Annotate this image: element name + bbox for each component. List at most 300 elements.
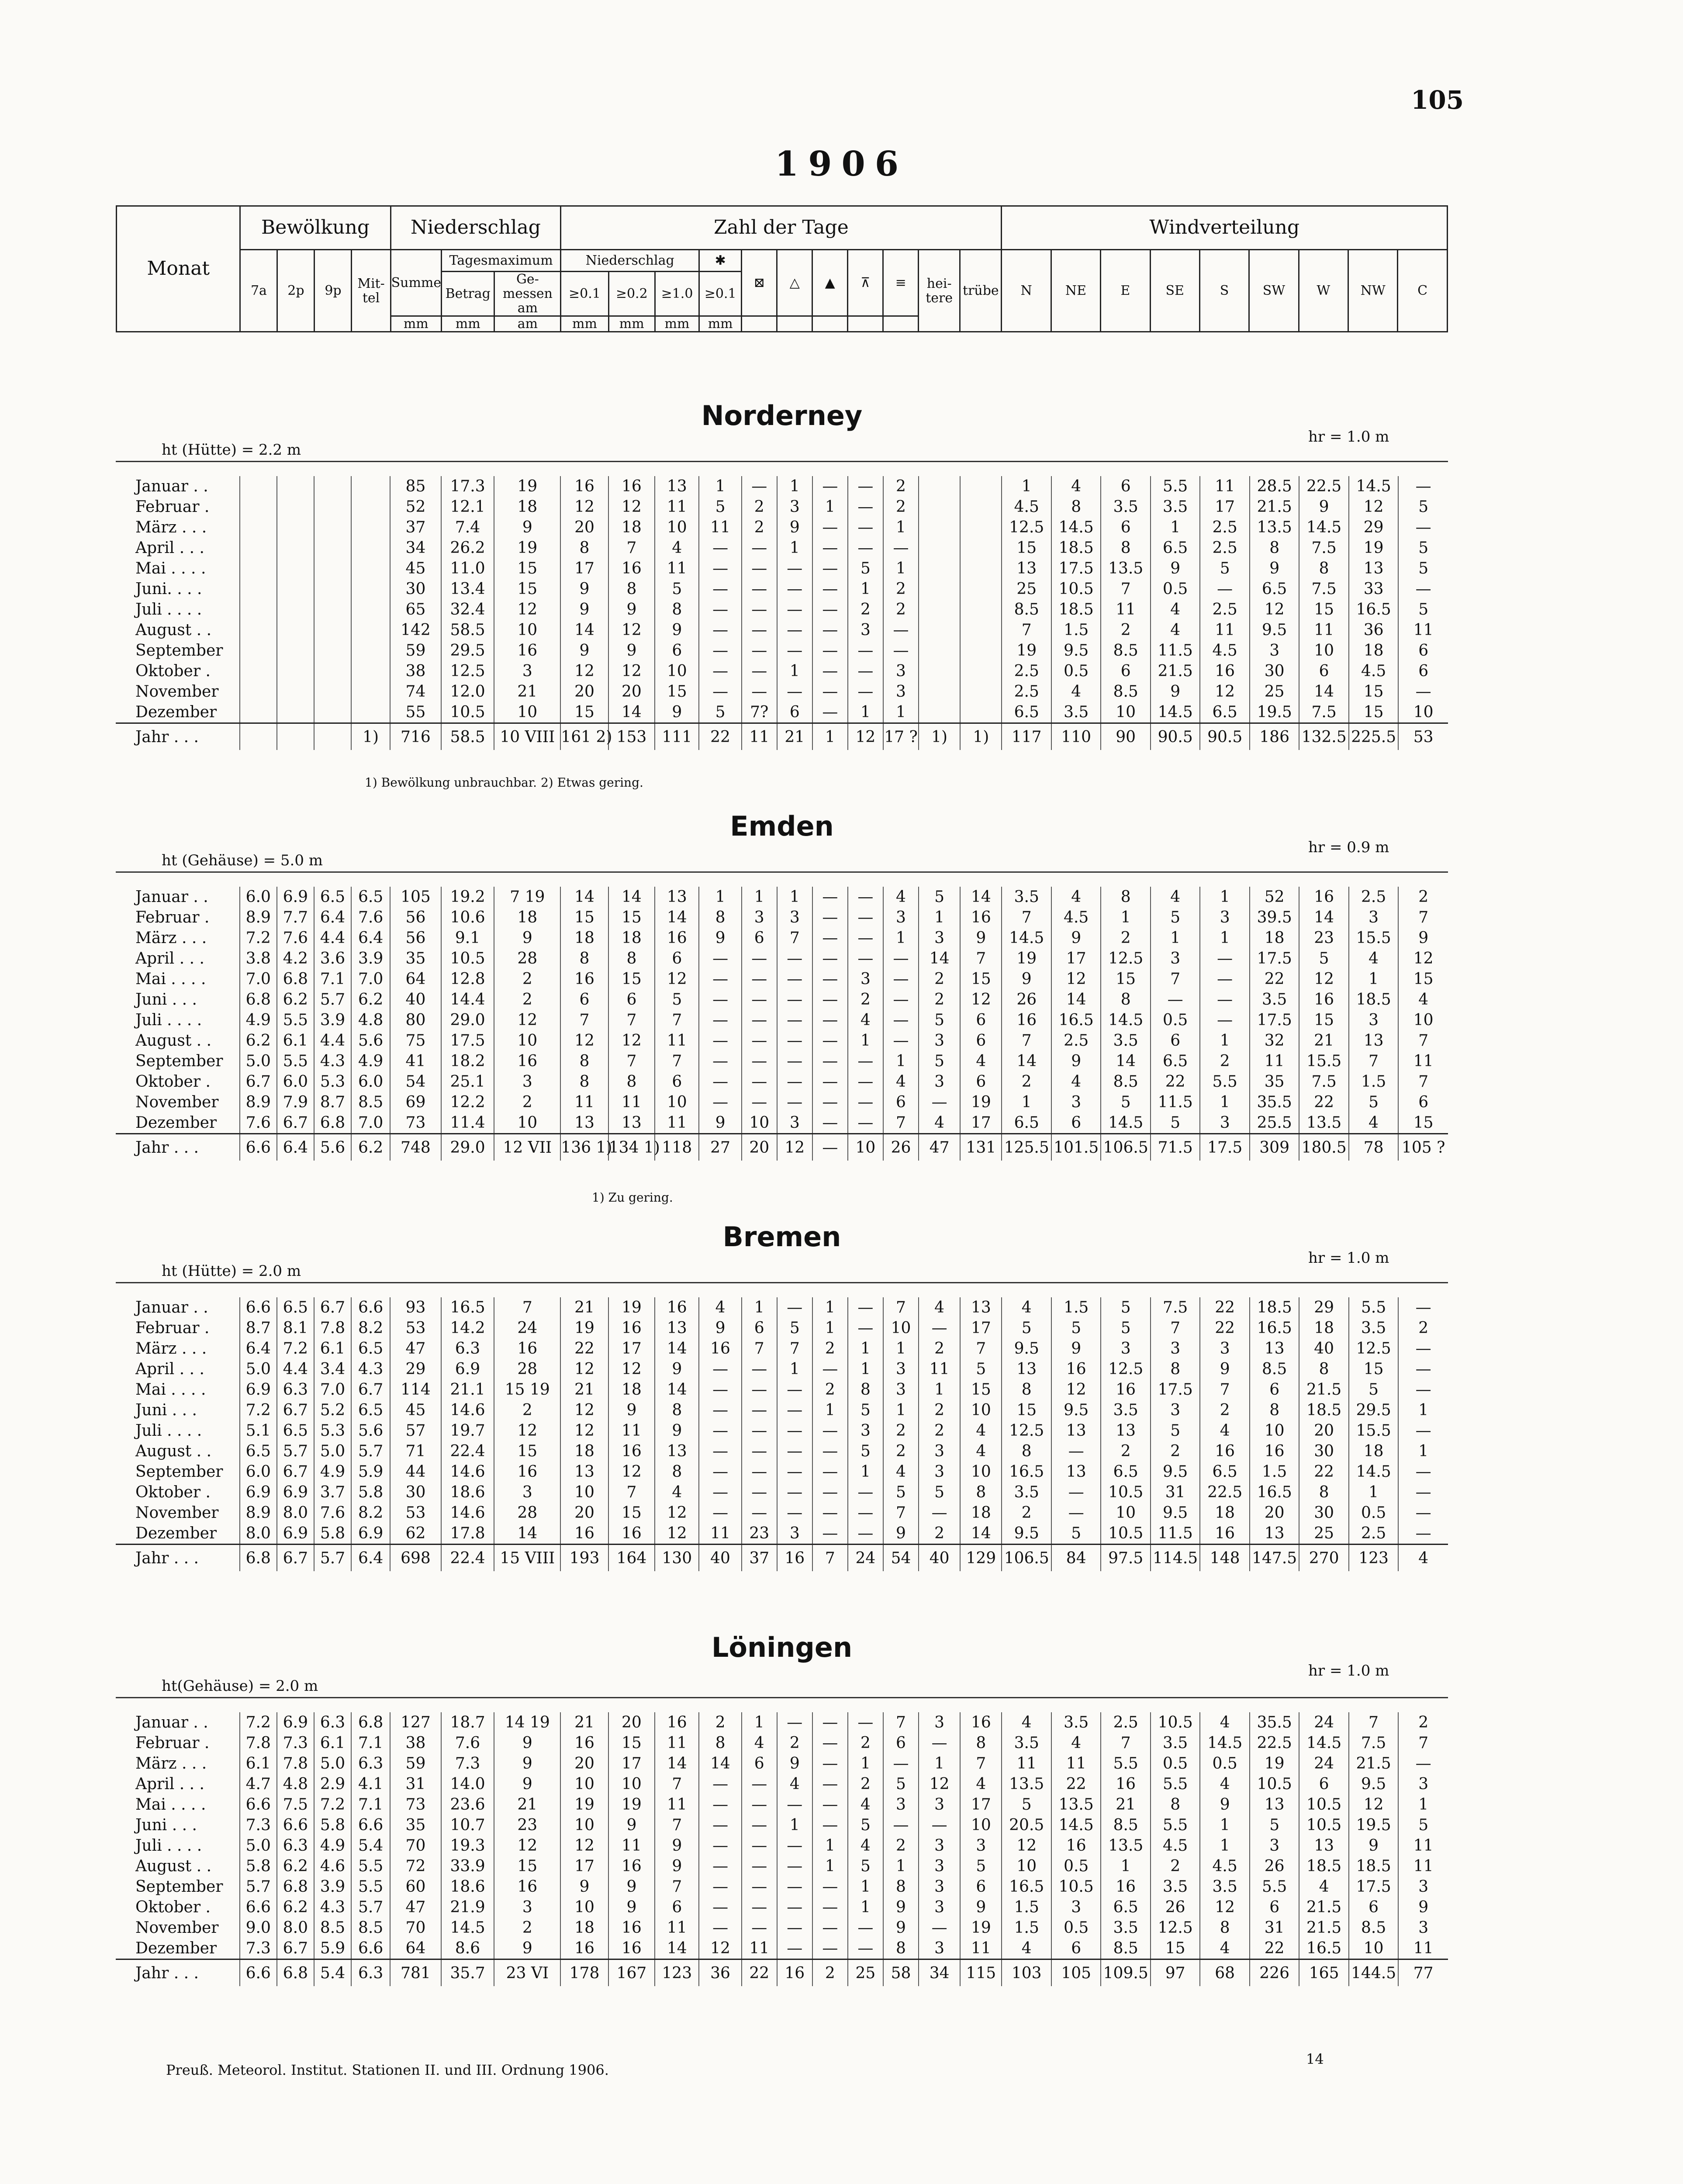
table-cell: 15 [1398, 1113, 1448, 1134]
table-cell: — [812, 661, 848, 681]
table-cell: 2 [883, 476, 919, 497]
table-cell: 5.5 [1349, 1297, 1398, 1318]
table-cell: 11.5 [1151, 1092, 1200, 1113]
table-cell: 10 [1349, 1938, 1398, 1959]
wind-nw: NW [1348, 250, 1397, 332]
table-cell: 16 [655, 928, 699, 948]
table-cell: 7.2 [240, 928, 277, 948]
table-cell: — [812, 476, 848, 497]
table-cell: 11.0 [441, 558, 494, 579]
table-cell: — [812, 620, 848, 640]
table-cell: 16.5 [1250, 1482, 1299, 1503]
table-cell: 1 [883, 1856, 919, 1876]
table-cell: 6.3 [441, 1338, 494, 1359]
table-cell: 6.2 [240, 1030, 277, 1051]
table-cell: 14.5 [1101, 1113, 1150, 1134]
table-cell: — [812, 1071, 848, 1092]
table-cell: — [812, 969, 848, 989]
table-cell: — [699, 1030, 741, 1051]
table-cell: 6 [1299, 661, 1348, 681]
table-cell: 22 [1200, 1297, 1249, 1318]
tau-icon: ▲ [812, 250, 848, 316]
table-cell: 6 [742, 1318, 777, 1338]
table-cell: 22 [1250, 969, 1299, 989]
table-cell: 11 [1398, 1835, 1448, 1856]
month-label: Dezember [135, 1939, 217, 1957]
table-cell: 6.8 [277, 1959, 314, 1987]
table-cell: 2 [919, 1420, 960, 1441]
table-cell: — [742, 1835, 777, 1856]
table-cell: 9 [1398, 928, 1448, 948]
table-cell: 5 [1151, 907, 1200, 928]
table-cell: — [1200, 579, 1249, 599]
table-cell: 19 [1349, 538, 1398, 558]
table-cell: 6.9 [240, 1482, 277, 1503]
wind-s: S [1199, 250, 1249, 332]
table-cell: 28 [494, 948, 560, 969]
table-cell: 10 [608, 1774, 655, 1794]
table-cell: 6.4 [351, 928, 390, 948]
table-cell: 12 [1299, 969, 1348, 989]
table-cell: 12.5 [1349, 1338, 1398, 1359]
table-cell: 1 [742, 1712, 777, 1733]
table-row [116, 723, 1448, 750]
table-cell: 6 [655, 1071, 699, 1092]
table-cell: 18.7 [441, 1712, 494, 1733]
table-cell: — [699, 1092, 741, 1113]
table-cell: 3 [1151, 1338, 1200, 1359]
table-cell: 18.5 [1051, 599, 1101, 620]
table-cell: 6.2 [351, 1134, 390, 1161]
table-cell: 1 [883, 702, 919, 723]
table-cell: — [812, 1030, 848, 1051]
table-cell: 14.5 [1051, 1815, 1101, 1835]
table-cell: 8.5 [1101, 640, 1150, 661]
table-cell: — [848, 1712, 883, 1733]
unit-mm: mm [561, 316, 608, 332]
table-cell: 11 [655, 1918, 699, 1938]
table-cell: — [848, 928, 883, 948]
table-cell: 1) [351, 723, 390, 750]
table-cell: 9.5 [1051, 1400, 1101, 1420]
table-cell: 1 [812, 497, 848, 517]
wind-c: C [1398, 250, 1448, 332]
table-cell: 21 [777, 723, 812, 750]
table-cell: 20 [742, 1134, 777, 1161]
table-cell: 5 [1398, 599, 1448, 620]
table-cell: — [742, 1918, 777, 1938]
table-cell: 6.3 [277, 1379, 314, 1400]
table-cell: 4.1 [351, 1774, 390, 1794]
table-cell: 4.7 [240, 1774, 277, 1794]
header-summe: Summe [391, 250, 441, 316]
table-cell: 5 [960, 1359, 1002, 1379]
table-cell: 5 [1398, 1815, 1448, 1835]
table-cell: 13 [560, 1113, 608, 1134]
table-cell: 16 [1299, 887, 1348, 907]
unit-mm: mm [699, 316, 742, 332]
table-cell: 12 [560, 1420, 608, 1441]
table-cell: 10 [960, 1815, 1002, 1835]
table-cell: 13 [1002, 1359, 1051, 1379]
month-label: Dezember [135, 1524, 217, 1542]
table-cell: — [742, 1482, 777, 1503]
table-cell: 21.1 [441, 1379, 494, 1400]
table-cell: 13 [1250, 1338, 1299, 1359]
table-cell: — [812, 1774, 848, 1794]
table-cell: 14.4 [441, 989, 494, 1010]
table-cell: — [742, 1856, 777, 1876]
table-cell: 11 [742, 1938, 777, 1959]
table-cell: 19.3 [441, 1835, 494, 1856]
header-wind: Windverteilung [1002, 206, 1448, 250]
table-cell: 114.5 [1151, 1545, 1200, 1572]
table-cell: 270 [1299, 1545, 1348, 1572]
table-cell: 10 [1002, 1856, 1051, 1876]
table-cell: 20 [560, 1753, 608, 1774]
table-cell: 6 [1398, 1092, 1448, 1113]
table-cell: 13.5 [1101, 558, 1150, 579]
table-cell [277, 579, 314, 599]
table-cell: 32 [1250, 1030, 1299, 1051]
table-cell [314, 476, 351, 497]
table-cell: — [777, 1400, 812, 1420]
table-cell: — [742, 1030, 777, 1051]
table-cell: 7.5 [1299, 702, 1348, 723]
table-cell: 71 [390, 1441, 441, 1462]
table-cell: 3.5 [1250, 989, 1299, 1010]
table-cell: 5 [1200, 558, 1249, 579]
table-cell: 12 [560, 661, 608, 681]
table-cell: 5 [848, 558, 883, 579]
table-cell [277, 476, 314, 497]
table-cell: 58.5 [441, 723, 494, 750]
table-cell: 9 [655, 1856, 699, 1876]
month-label: Oktober . [135, 662, 211, 680]
table-cell: 1 [883, 1400, 919, 1420]
table-cell: 5.9 [351, 1462, 390, 1482]
table-cell: 5.1 [240, 1420, 277, 1441]
table-cell: 7 [560, 1010, 608, 1030]
table-cell: 8.5 [1101, 1938, 1150, 1959]
table-cell: 15 [560, 702, 608, 723]
table-cell: 12 [1002, 1835, 1051, 1856]
table-cell: 1 [699, 887, 741, 907]
table-cell: 3.5 [1151, 497, 1200, 517]
table-cell: — [742, 620, 777, 640]
table-cell: — [1200, 969, 1249, 989]
table-row [116, 1318, 1448, 1338]
table-cell: 7 [777, 1338, 812, 1359]
table-cell: 2 [919, 1400, 960, 1420]
table-cell: 28.5 [1250, 476, 1299, 497]
table-cell: — [812, 599, 848, 620]
table-cell: 9.5 [1349, 1774, 1398, 1794]
table-cell [919, 661, 960, 681]
header-precipitation: Niederschlag [391, 206, 561, 250]
table-cell: 18 [608, 1379, 655, 1400]
table-row [116, 1462, 1448, 1482]
table-cell: 19 [1250, 1753, 1299, 1774]
table-cell: 20 [608, 1712, 655, 1733]
table-row [116, 640, 1448, 661]
table-cell: 54 [883, 1545, 919, 1572]
table-cell [240, 579, 277, 599]
table-cell: — [848, 497, 883, 517]
table-cell: — [777, 1092, 812, 1113]
table-cell: 2 [494, 1918, 560, 1938]
table-cell: 5 [1349, 1092, 1398, 1113]
table-cell: 4 [1051, 887, 1101, 907]
table-cell: 3 [919, 1030, 960, 1051]
table-cell: 16 [560, 476, 608, 497]
table-cell: 2 [494, 969, 560, 989]
table-cell: 6 [1250, 1897, 1299, 1918]
table-cell: 29.0 [441, 1010, 494, 1030]
table-cell: 19 [608, 1794, 655, 1815]
table-cell: 6.5 [351, 1338, 390, 1359]
table-cell [240, 681, 277, 702]
table-cell: 3 [1151, 948, 1200, 969]
table-cell: 1 [1200, 1030, 1249, 1051]
table-cell: 30 [1299, 1503, 1348, 1523]
table-cell: 5.7 [314, 1545, 351, 1572]
table-cell: 9 [494, 1774, 560, 1794]
table-cell [960, 558, 1002, 579]
station-title: Norderney [701, 400, 863, 432]
table-cell: 164 [608, 1545, 655, 1572]
table-cell: 9 [960, 928, 1002, 948]
table-cell: 18 [560, 928, 608, 948]
wind-ne: NE [1051, 250, 1100, 332]
table-cell: 4 [1051, 681, 1101, 702]
table-cell: — [883, 620, 919, 640]
table-cell: 22 [560, 1338, 608, 1359]
table-cell: 3 [919, 1938, 960, 1959]
table-cell: 15 [560, 907, 608, 928]
table-cell: 64 [390, 969, 441, 989]
table-cell: 4.8 [277, 1774, 314, 1794]
table-cell: 3 [848, 1420, 883, 1441]
table-cell: 22 [699, 723, 741, 750]
table-cell [314, 579, 351, 599]
table-cell: 1 [1002, 1092, 1051, 1113]
table-row [116, 1876, 1448, 1897]
table-cell: 13 [608, 1113, 655, 1134]
table-cell: 17 [608, 1753, 655, 1774]
table-cell: 9 [494, 1733, 560, 1753]
table-cell: 7.6 [240, 1113, 277, 1134]
month-label: Jahr . . . [116, 723, 240, 750]
table-row [116, 1051, 1448, 1071]
table-cell: 2.5 [1200, 538, 1249, 558]
table-cell: 9 [494, 1753, 560, 1774]
table-cell: 9 [608, 1400, 655, 1420]
table-cell: 14.5 [1349, 1462, 1398, 1482]
table-cell: 19 [494, 476, 560, 497]
table-row [116, 1400, 1448, 1420]
table-cell: 9 [560, 599, 608, 620]
table-cell: 28 [494, 1359, 560, 1379]
table-cell: — [699, 1856, 741, 1876]
table-cell: 97 [1151, 1959, 1200, 1987]
table-cell: 2 [883, 497, 919, 517]
table-cell: 16 [494, 1051, 560, 1071]
table-cell: 0.5 [1051, 1856, 1101, 1876]
table-cell: 4 [883, 1071, 919, 1092]
table-cell: 2.9 [314, 1774, 351, 1794]
table-cell: 4 [742, 1733, 777, 1753]
table-cell: 1 [919, 1753, 960, 1774]
table-cell: 698 [390, 1545, 441, 1572]
table-cell: 6 [777, 702, 812, 723]
table-cell: 10 [1101, 702, 1150, 723]
table-cell: 3 [1200, 1113, 1249, 1134]
table-cell [919, 558, 960, 579]
table-cell: 18 [560, 1918, 608, 1938]
table-cell: — [848, 1113, 883, 1134]
table-cell [919, 517, 960, 538]
table-cell: — [1051, 1482, 1101, 1503]
table-cell: 1 [848, 1359, 883, 1379]
unit-mm: mm [655, 316, 699, 332]
table-cell: 5 [1101, 1297, 1150, 1318]
table-cell: 21 [560, 1712, 608, 1733]
table-cell: 2 [494, 1400, 560, 1420]
table-cell: 14 [608, 702, 655, 723]
month-label: November [135, 1504, 219, 1522]
header-truebe: trübe [960, 250, 1002, 332]
table-cell: 1 [777, 887, 812, 907]
table-cell: 2 [1002, 1503, 1051, 1523]
table-cell: — [742, 640, 777, 661]
table-cell: 40 [919, 1545, 960, 1572]
table-cell: — [742, 681, 777, 702]
table-cell: 3 [494, 1897, 560, 1918]
table-cell: 14.5 [1151, 702, 1200, 723]
table-cell: 12.5 [1002, 517, 1051, 538]
table-cell: 5 [1051, 1523, 1101, 1545]
table-cell: 6.5 [1101, 1462, 1150, 1482]
month-label: Mai . . . . [135, 1381, 206, 1399]
table-cell: 22 [1299, 1092, 1348, 1113]
table-row [116, 1134, 1448, 1161]
table-cell: — [742, 1051, 777, 1071]
table-cell: 21 [560, 1379, 608, 1400]
wind-w: W [1299, 250, 1348, 332]
table-row [116, 558, 1448, 579]
table-cell: 7.7 [277, 907, 314, 928]
table-cell: 8.5 [314, 1918, 351, 1938]
header-mittel: Mit-tel [352, 250, 391, 332]
table-cell: 6 [960, 1071, 1002, 1092]
table-cell: 18.5 [1349, 1856, 1398, 1876]
month-label: August . . [135, 1442, 212, 1460]
table-cell: 6 [1250, 1379, 1299, 1400]
table-cell: 6.7 [277, 1113, 314, 1134]
table-cell: 14.2 [441, 1318, 494, 1338]
table-cell: 5.2 [314, 1400, 351, 1420]
table-cell: 7.5 [1349, 1733, 1398, 1753]
table-cell: 9 [1200, 1794, 1249, 1815]
table-cell: 3 [494, 1482, 560, 1503]
graupel-icon: △ [777, 250, 812, 316]
month-label: April . . . [135, 539, 204, 557]
table-cell: 16.5 [1299, 1938, 1348, 1959]
table-cell: 32.4 [441, 599, 494, 620]
table-cell: 12 [1200, 1897, 1249, 1918]
table-cell: 1 [883, 558, 919, 579]
table-cell: 12 [655, 969, 699, 989]
table-cell: 5 [1051, 1318, 1101, 1338]
table-cell: 10 [560, 1897, 608, 1918]
table-cell: 10 [494, 1030, 560, 1051]
table-cell: 7.5 [1299, 1071, 1348, 1092]
table-cell: 22.5 [1250, 1733, 1299, 1753]
table-cell: 13 [1299, 1835, 1348, 1856]
table-cell: 9 [1151, 681, 1200, 702]
table-cell: 10.5 [441, 702, 494, 723]
table-cell: — [883, 1010, 919, 1030]
table-cell: — [812, 517, 848, 538]
table-cell [277, 681, 314, 702]
table-cell: 74 [390, 681, 441, 702]
table-cell: 9 [1250, 558, 1299, 579]
table-cell: — [777, 989, 812, 1010]
table-cell: 7.0 [351, 969, 390, 989]
table-cell: — [699, 1051, 741, 1071]
table-cell: 16 [608, 1441, 655, 1462]
table-cell: 2.5 [1051, 1030, 1101, 1051]
table-cell: 12 [1200, 681, 1249, 702]
table-cell: 12 [1051, 969, 1101, 989]
table-cell: 14 [560, 620, 608, 640]
table-cell: 20 [1299, 1420, 1348, 1441]
table-cell: 7.2 [314, 1794, 351, 1815]
unit-am: am [494, 316, 561, 332]
table-cell: 3 [919, 1835, 960, 1856]
table-cell: 22 [1151, 1071, 1200, 1092]
table-cell: 6.1 [314, 1338, 351, 1359]
table-cell: 5 [1299, 948, 1348, 969]
table-cell: 25 [1002, 579, 1051, 599]
table-cell: 16 [1299, 989, 1348, 1010]
table-cell: 6.9 [351, 1523, 390, 1545]
table-cell: 7 [655, 1876, 699, 1897]
table-cell: — [699, 640, 741, 661]
table-cell: 12 [494, 1420, 560, 1441]
table-cell: 7 [1151, 1318, 1200, 1338]
table-cell [960, 661, 1002, 681]
table-cell: — [919, 1318, 960, 1338]
table-cell: 40 [390, 989, 441, 1010]
table-cell: 16 [1200, 1523, 1249, 1545]
table-cell: 3 [494, 1071, 560, 1092]
table-cell: 6.7 [314, 1297, 351, 1318]
table-cell: 65 [390, 599, 441, 620]
table-row [116, 1010, 1448, 1030]
table-cell: 14 [1299, 681, 1348, 702]
table-cell: 4 [848, 1835, 883, 1856]
table-cell: 23.6 [441, 1794, 494, 1815]
table-cell: 0.5 [1051, 1918, 1101, 1938]
table-cell: 4 [1200, 1938, 1249, 1959]
table-cell: — [883, 989, 919, 1010]
table-cell: 6.8 [240, 1545, 277, 1572]
table-cell: 9.5 [1151, 1462, 1200, 1482]
table-row [116, 702, 1448, 723]
table-cell: 18 [1349, 640, 1398, 661]
